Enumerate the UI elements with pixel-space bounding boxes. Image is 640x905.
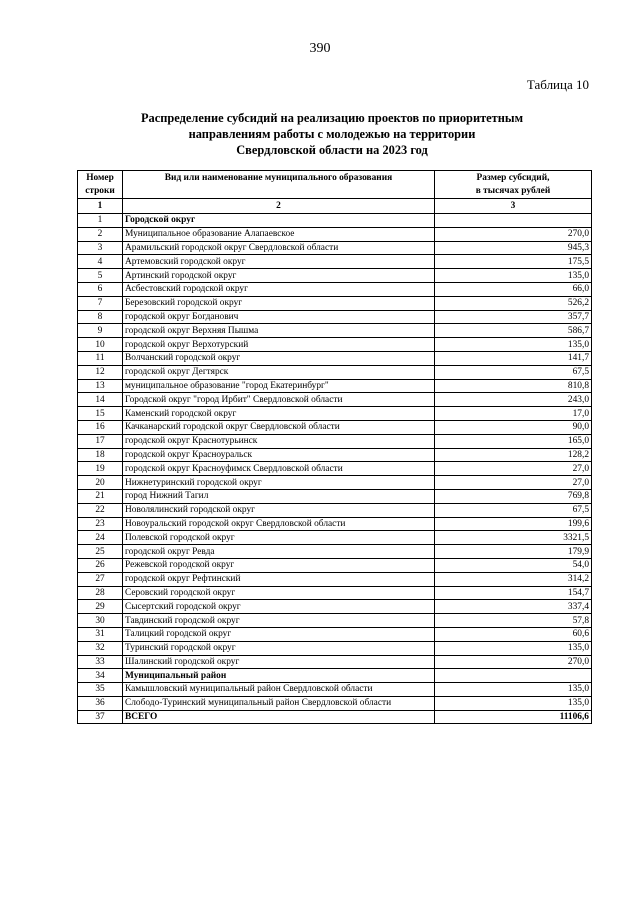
row-number: 12 xyxy=(78,365,123,379)
subsidy-amount: 128,2 xyxy=(435,448,592,462)
header-row xyxy=(78,171,592,199)
table-row xyxy=(78,365,592,379)
subsidy-amount: 179,9 xyxy=(435,545,592,559)
row-number: 2 xyxy=(78,227,123,241)
subsidy-amount: 526,2 xyxy=(435,296,592,310)
title-line-2: направлениям работы с молодежью на территории xyxy=(188,127,476,141)
subsidy-amount: 243,0 xyxy=(435,393,592,407)
row-number: 9 xyxy=(78,324,123,338)
table-row xyxy=(78,420,592,434)
row-number: 36 xyxy=(78,696,123,710)
row-number: 1 xyxy=(78,214,123,228)
row-number: 24 xyxy=(78,531,123,545)
municipality-name: ВСЕГО xyxy=(123,710,435,724)
municipality-name: городской округ Краснотурьинск xyxy=(123,434,435,448)
table-row xyxy=(78,669,592,683)
column-number-3: 3 xyxy=(435,199,592,214)
subsidy-amount: 141,7 xyxy=(435,351,592,365)
subsidy-amount: 66,0 xyxy=(435,282,592,296)
subsidy-amount: 60,6 xyxy=(435,627,592,641)
row-number: 17 xyxy=(78,434,123,448)
row-number: 31 xyxy=(78,627,123,641)
table-row xyxy=(78,614,592,628)
table-body xyxy=(78,214,592,724)
row-number: 30 xyxy=(78,614,123,628)
table-row xyxy=(78,558,592,572)
municipality-name: Качканарский городской округ Свердловской области xyxy=(123,420,435,434)
table-row xyxy=(78,531,592,545)
municipality-name: Камышловский муниципальный район Свердловской области xyxy=(123,683,435,697)
row-number: 8 xyxy=(78,310,123,324)
table-row xyxy=(78,627,592,641)
table-row xyxy=(78,448,592,462)
row-number: 22 xyxy=(78,503,123,517)
subsidy-amount xyxy=(435,669,592,683)
header-number-line-1: Номер xyxy=(86,173,114,183)
row-number: 37 xyxy=(78,710,123,724)
subsidy-amount: 135,0 xyxy=(435,641,592,655)
row-number: 28 xyxy=(78,586,123,600)
subsidies-table xyxy=(77,170,592,724)
subsidy-amount: 135,0 xyxy=(435,269,592,283)
table-row xyxy=(78,462,592,476)
subsidy-amount: 54,0 xyxy=(435,558,592,572)
municipality-name: Волчанский городской округ xyxy=(123,351,435,365)
municipality-name: Новоуральский городской округ Свердловской области xyxy=(123,517,435,531)
row-number: 21 xyxy=(78,489,123,503)
table-row xyxy=(78,586,592,600)
table-row xyxy=(78,696,592,710)
table-row xyxy=(78,241,592,255)
municipality-name: Каменский городской округ xyxy=(123,407,435,421)
row-number: 27 xyxy=(78,572,123,586)
municipality-name: Городской округ xyxy=(123,214,435,228)
row-number: 26 xyxy=(78,558,123,572)
column-number-1: 1 xyxy=(78,199,123,214)
row-number: 20 xyxy=(78,476,123,490)
subsidy-amount: 27,0 xyxy=(435,462,592,476)
municipality-name: Тавдинский городской округ xyxy=(123,614,435,628)
subsidy-amount: 357,7 xyxy=(435,310,592,324)
row-number: 33 xyxy=(78,655,123,669)
municipality-name: город Нижний Тагил xyxy=(123,489,435,503)
header-number-line-2: строки xyxy=(85,186,115,196)
row-number: 16 xyxy=(78,420,123,434)
row-number: 23 xyxy=(78,517,123,531)
table-row xyxy=(78,641,592,655)
page-number: 390 xyxy=(309,41,331,56)
table-row xyxy=(78,600,592,614)
table-row xyxy=(78,683,592,697)
subsidy-amount: 67,5 xyxy=(435,365,592,379)
table-row xyxy=(78,227,592,241)
subsidy-amount: 199,6 xyxy=(435,517,592,531)
row-number: 15 xyxy=(78,407,123,421)
column-number-2: 2 xyxy=(123,199,435,214)
table-row xyxy=(78,214,592,228)
row-number: 7 xyxy=(78,296,123,310)
municipality-name: Талицкий городской округ xyxy=(123,627,435,641)
table-label: Таблица 10 xyxy=(526,77,589,92)
subsidy-amount: 57,8 xyxy=(435,614,592,628)
subsidy-amount: 165,0 xyxy=(435,434,592,448)
table-row xyxy=(78,255,592,269)
municipality-name: Березовский городской округ xyxy=(123,296,435,310)
row-number: 29 xyxy=(78,600,123,614)
municipality-name: Режевской городской округ xyxy=(123,558,435,572)
subsidy-amount: 27,0 xyxy=(435,476,592,490)
table-row xyxy=(78,393,592,407)
header-number xyxy=(78,171,123,199)
municipality-name: городской округ Дегтярск xyxy=(123,365,435,379)
municipality-name: городской округ Красноуфимск Свердловской области xyxy=(123,462,435,476)
subsidy-amount: 270,0 xyxy=(435,227,592,241)
subsidy-amount: 586,7 xyxy=(435,324,592,338)
header-amount-line-1: Размер субсидий, xyxy=(476,173,550,183)
subsidy-amount: 135,0 xyxy=(435,696,592,710)
subsidy-amount: 810,8 xyxy=(435,379,592,393)
column-number-row xyxy=(78,199,592,214)
table-row xyxy=(78,710,592,724)
table-row xyxy=(78,351,592,365)
row-number: 19 xyxy=(78,462,123,476)
municipality-name: Арамильский городской округ Свердловской области xyxy=(123,241,435,255)
table-row xyxy=(78,296,592,310)
subsidy-amount: 337,4 xyxy=(435,600,592,614)
municipality-name: Полевской городской округ xyxy=(123,531,435,545)
header-name: Вид или наименование муниципального образования xyxy=(123,171,435,199)
subsidy-amount: 175,5 xyxy=(435,255,592,269)
subsidy-amount: 67,5 xyxy=(435,503,592,517)
municipality-name: Сысертский городской округ xyxy=(123,600,435,614)
row-number: 6 xyxy=(78,282,123,296)
municipality-name: Муниципальный район xyxy=(123,669,435,683)
subsidy-amount: 135,0 xyxy=(435,683,592,697)
municipality-name: Серовский городской округ xyxy=(123,586,435,600)
subsidy-amount: 945,3 xyxy=(435,241,592,255)
row-number: 4 xyxy=(78,255,123,269)
municipality-name: городской округ Богданович xyxy=(123,310,435,324)
table-row xyxy=(78,269,592,283)
title-line-3: Свердловской области на 2023 год xyxy=(236,143,428,157)
table-row xyxy=(78,407,592,421)
municipality-name: Асбестовский городской округ xyxy=(123,282,435,296)
table-row xyxy=(78,503,592,517)
municipality-name: городской округ Ревда xyxy=(123,545,435,559)
table-row xyxy=(78,489,592,503)
row-number: 25 xyxy=(78,545,123,559)
municipality-name: Нижнетуринский городской округ xyxy=(123,476,435,490)
table-row xyxy=(78,434,592,448)
subsidy-amount: 90,0 xyxy=(435,420,592,434)
header-amount xyxy=(435,171,592,199)
municipality-name: муниципальное образование "город Екатеринбург" xyxy=(123,379,435,393)
row-number: 10 xyxy=(78,338,123,352)
subsidy-amount: 3321,5 xyxy=(435,531,592,545)
document-title xyxy=(100,110,564,158)
subsidy-amount: 769,8 xyxy=(435,489,592,503)
row-number: 11 xyxy=(78,351,123,365)
row-number: 3 xyxy=(78,241,123,255)
table-row xyxy=(78,310,592,324)
row-number: 35 xyxy=(78,683,123,697)
table-row xyxy=(78,324,592,338)
subsidy-amount: 17,0 xyxy=(435,407,592,421)
subsidy-amount: 154,7 xyxy=(435,586,592,600)
municipality-name: Городской округ "город Ирбит" Свердловской области xyxy=(123,393,435,407)
municipality-name: Шалинский городской округ xyxy=(123,655,435,669)
municipality-name: городской округ Верхняя Пышма xyxy=(123,324,435,338)
table-row xyxy=(78,655,592,669)
municipality-name: городской округ Рефтинский xyxy=(123,572,435,586)
table-row xyxy=(78,282,592,296)
table-row xyxy=(78,338,592,352)
municipality-name: городской округ Верхотурский xyxy=(123,338,435,352)
municipality-name: городской округ Красноуральск xyxy=(123,448,435,462)
header-amount-line-2: в тысячах рублей xyxy=(475,186,551,196)
row-number: 14 xyxy=(78,393,123,407)
municipality-name: Слободо-Туринский муниципальный район Свердловской области xyxy=(123,696,435,710)
table-row xyxy=(78,476,592,490)
municipality-name: Новолялинский городской округ xyxy=(123,503,435,517)
subsidy-amount xyxy=(435,214,592,228)
municipality-name: Артинский городской округ xyxy=(123,269,435,283)
table-row xyxy=(78,517,592,531)
municipality-name: Муниципальное образование Алапаевское xyxy=(123,227,435,241)
row-number: 5 xyxy=(78,269,123,283)
table-row xyxy=(78,572,592,586)
municipality-name: Артемовский городской округ xyxy=(123,255,435,269)
title-line-1: Распределение субсидий на реализацию проектов по приоритетным xyxy=(140,111,524,125)
table-row xyxy=(78,545,592,559)
table-row xyxy=(78,379,592,393)
row-number: 13 xyxy=(78,379,123,393)
subsidy-amount: 11106,6 xyxy=(435,710,592,724)
row-number: 32 xyxy=(78,641,123,655)
subsidy-amount: 135,0 xyxy=(435,338,592,352)
row-number: 18 xyxy=(78,448,123,462)
municipality-name: Туринский городской округ xyxy=(123,641,435,655)
row-number: 34 xyxy=(78,669,123,683)
subsidy-amount: 314,2 xyxy=(435,572,592,586)
subsidy-amount: 270,0 xyxy=(435,655,592,669)
